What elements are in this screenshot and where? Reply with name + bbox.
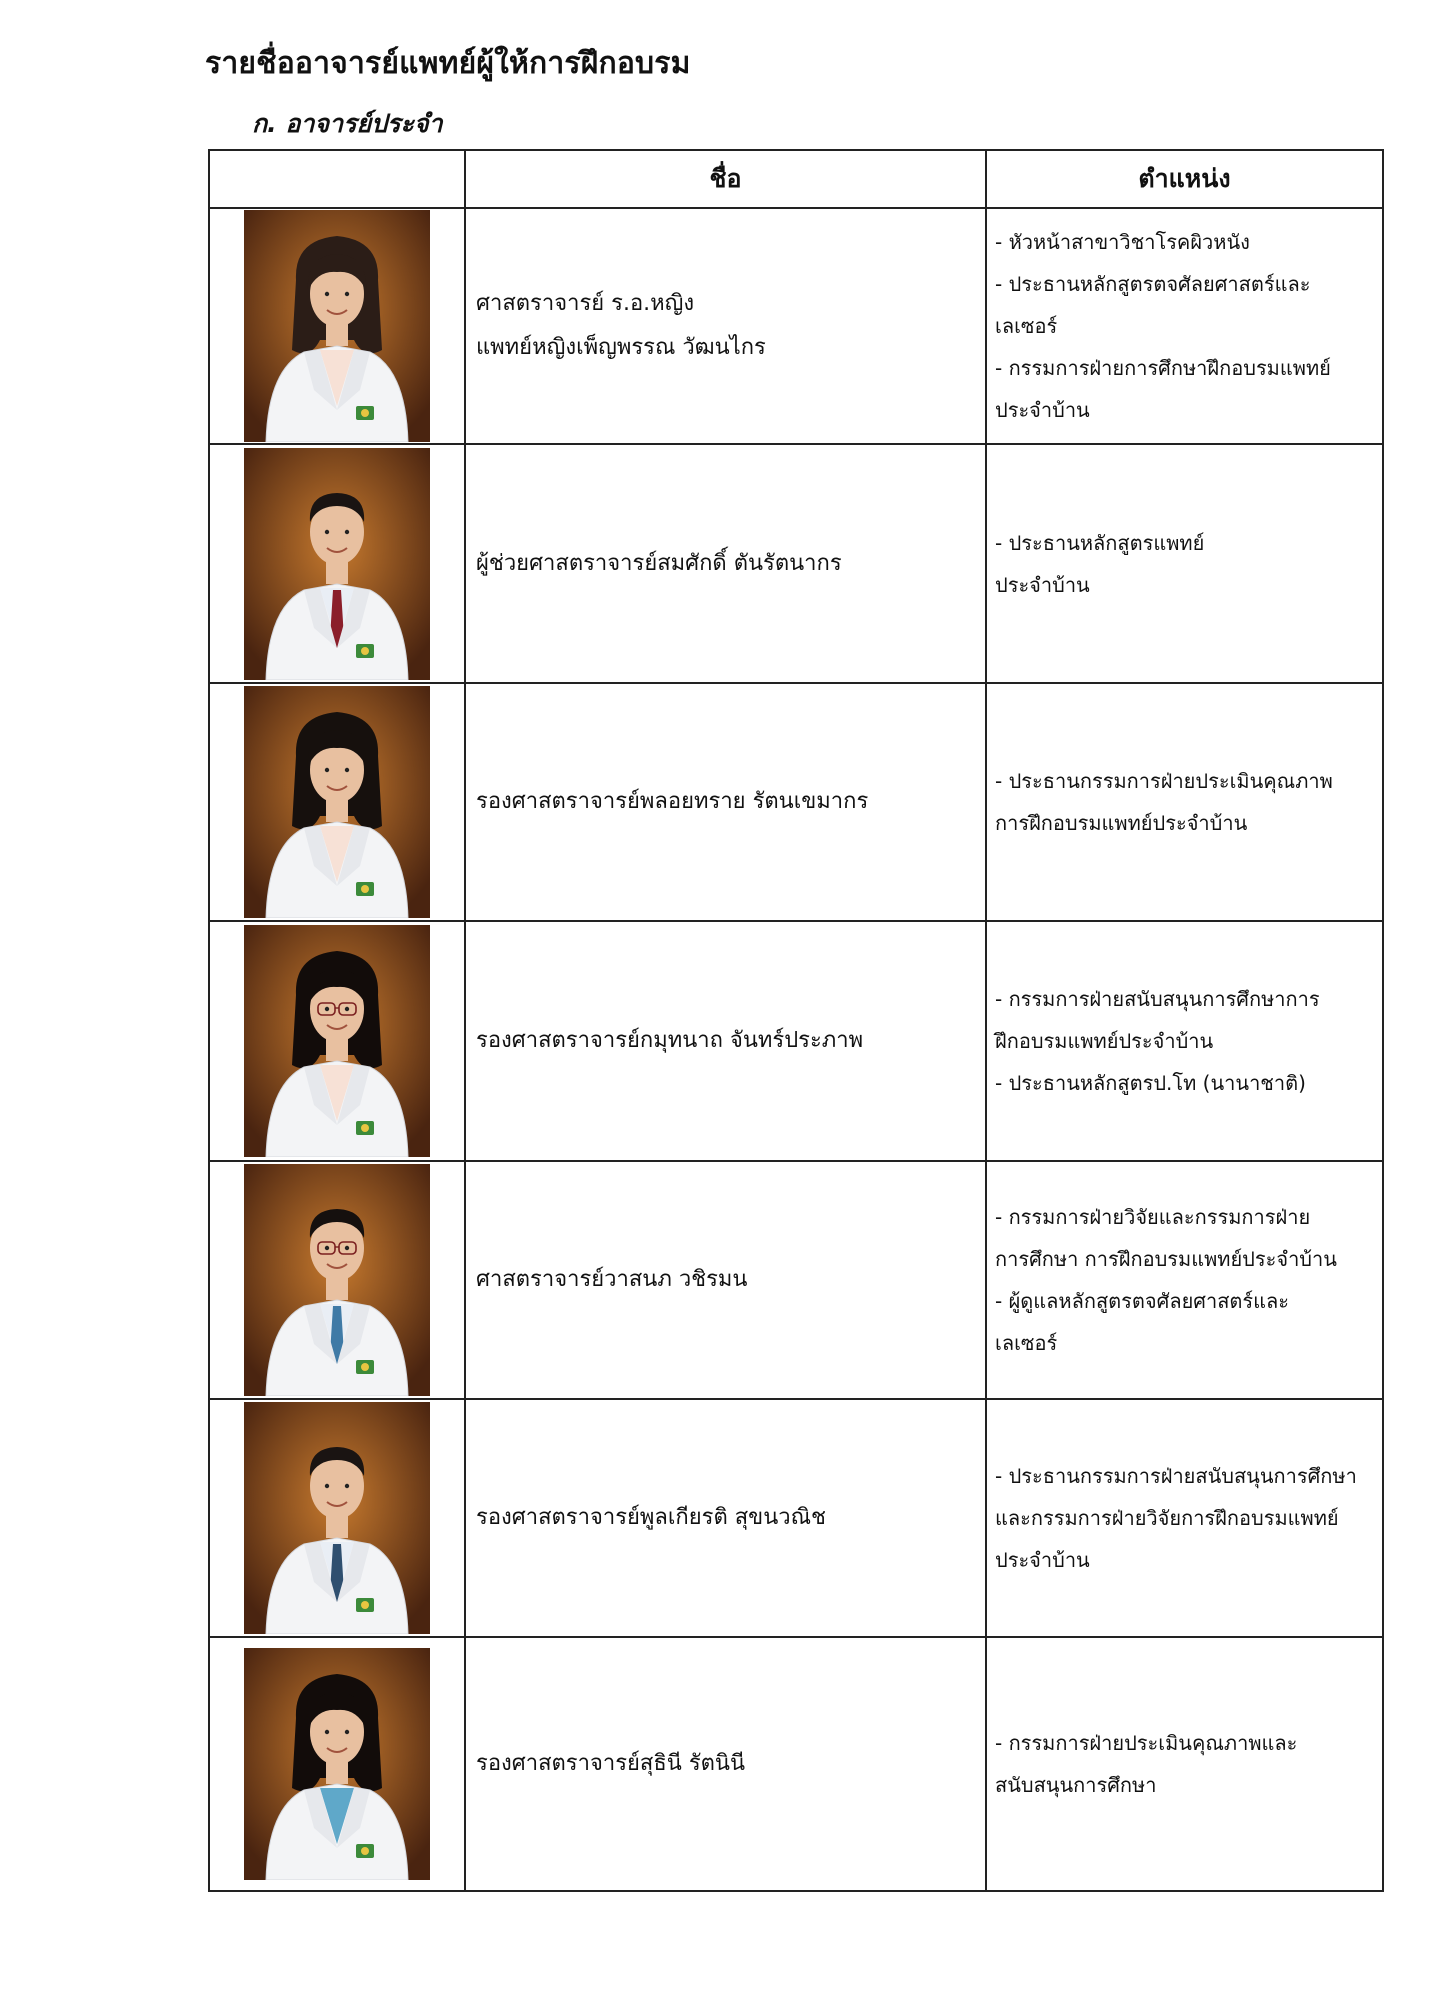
table-row (209, 208, 1383, 444)
position-line: และกรรมการฝ่ายวิจัยการฝึกอบรมแพทย์ (995, 1506, 1339, 1530)
portrait-photo (244, 686, 430, 918)
portrait-photo (244, 448, 430, 680)
position-cell (986, 1399, 1383, 1637)
position-line: ฝึกอบรมแพทย์ประจำบ้าน (995, 1029, 1214, 1053)
position-line: ประจำบ้าน (995, 1548, 1090, 1572)
staff-name-line: รองศาสตราจารย์สุธินี รัตนินี (476, 1751, 745, 1776)
position-line: - ผู้ดูแลหลักสูตรตจศัลยศาสตร์และ (995, 1289, 1290, 1313)
name-cell (465, 208, 986, 444)
name-cell (465, 683, 986, 921)
position-line: - ประธานหลักสูตรแพทย์ (995, 530, 1205, 555)
position-line: เลเซอร์ (995, 314, 1058, 338)
table-row (209, 921, 1383, 1161)
position-line: - ประธานกรรมการฝ่ายประเมินคุณภาพ (995, 769, 1333, 793)
position-cell (986, 1637, 1383, 1891)
photo-cell (209, 683, 465, 921)
portrait-photo (244, 925, 430, 1157)
staff-name-line: ผู้ช่วยศาสตราจารย์สมศักดิ์ ตันรัตนากร (476, 550, 842, 576)
position-cell (986, 208, 1383, 444)
header-photo (209, 150, 465, 208)
staff-table (208, 149, 1384, 1892)
position-line: เลเซอร์ (995, 1331, 1058, 1355)
position-line: ประจำบ้าน (995, 398, 1090, 422)
position-line: - ประธานหลักสูตรตจศัลยศาสตร์และ (995, 272, 1311, 296)
header-position: ตำแหน่ง (986, 150, 1383, 208)
position-line: - ประธานกรรมการฝ่ายสนับสนุนการศึกษา (995, 1464, 1357, 1488)
photo-cell (209, 1637, 465, 1891)
position-line: การฝึกอบรมแพทย์ประจำบ้าน (995, 811, 1248, 835)
portrait-photo (244, 1164, 430, 1396)
position-cell (986, 444, 1383, 683)
page-title: รายชื่ออาจารย์แพทย์ผู้ให้การฝึกอบรม (205, 46, 691, 81)
name-cell (465, 1161, 986, 1399)
position-line: - หัวหน้าสาขาวิชาโรคผิวหนัง (995, 230, 1250, 254)
table-row (209, 683, 1383, 921)
position-cell (986, 683, 1383, 921)
photo-cell (209, 208, 465, 444)
position-line: ประจำบ้าน (995, 572, 1090, 597)
position-cell (986, 921, 1383, 1161)
photo-cell (209, 1399, 465, 1637)
name-cell (465, 1637, 986, 1891)
table-row (209, 444, 1383, 683)
header-name: ชื่อ (465, 150, 986, 208)
staff-name-line: ศาสตราจารย์วาสนภ วชิรมน (476, 1267, 748, 1292)
name-cell (465, 921, 986, 1161)
table-row (209, 1161, 1383, 1399)
photo-cell (209, 921, 465, 1161)
photo-cell (209, 1161, 465, 1399)
table-header-row (209, 150, 1383, 208)
position-line: การศึกษา การฝึกอบรมแพทย์ประจำบ้าน (995, 1247, 1337, 1271)
staff-name-line: แพทย์หญิงเพ็ญพรรณ วัฒนไกร (476, 335, 766, 360)
staff-name-line: ศาสตราจารย์ ร.อ.หญิง (476, 291, 695, 316)
portrait-photo (244, 1402, 430, 1634)
photo-cell (209, 444, 465, 683)
portrait-photo (244, 1648, 430, 1880)
section-heading: ก. อาจารย์ประจำ (252, 109, 443, 138)
position-line: - กรรมการฝ่ายวิจัยและกรรมการฝ่าย (995, 1205, 1311, 1229)
position-cell (986, 1161, 1383, 1399)
portrait-photo (244, 210, 430, 442)
position-line: - กรรมการฝ่ายประเมินคุณภาพและ (995, 1731, 1298, 1755)
table-row (209, 1399, 1383, 1637)
staff-name-line: รองศาสตราจารย์กมุทนาถ จันทร์ประภาพ (476, 1028, 864, 1053)
position-line: - ประธานหลักสูตรป.โท (นานาชาติ) (995, 1071, 1306, 1095)
position-line: - กรรมการฝ่ายการศึกษาฝึกอบรมแพทย์ (995, 356, 1331, 380)
position-line: - กรรมการฝ่ายสนับสนุนการศึกษาการ (995, 987, 1320, 1011)
table-row (209, 1637, 1383, 1891)
name-cell (465, 444, 986, 683)
staff-name-line: รองศาสตราจารย์พูลเกียรติ สุขนวณิช (476, 1505, 826, 1530)
name-cell (465, 1399, 986, 1637)
position-line: สนับสนุนการศึกษา (995, 1773, 1157, 1797)
staff-name-line: รองศาสตราจารย์พลอยทราย รัตนเขมากร (476, 789, 869, 814)
